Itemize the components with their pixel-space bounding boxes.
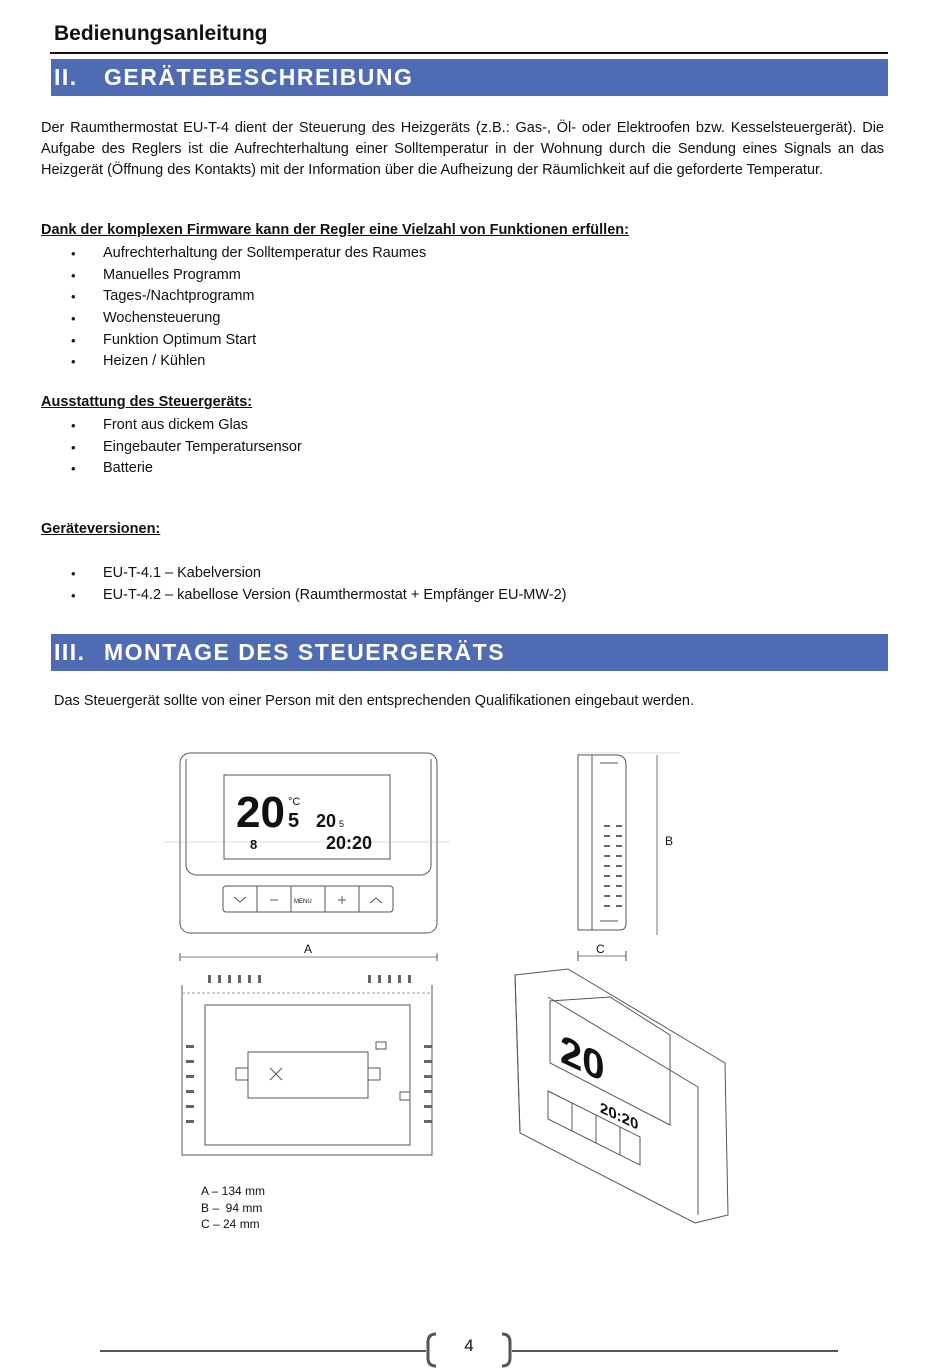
back-view-drawing (182, 985, 432, 1155)
versions-heading: Geräteversionen: (41, 521, 161, 537)
list-item: • Wochensteuerung (66, 308, 426, 330)
menu-button-label: MENU (294, 899, 312, 905)
list-item: • Heizen / Kühlen (66, 351, 426, 373)
dimension-b: B – 94 mm (201, 1200, 263, 1215)
display-unit: °C (288, 796, 301, 808)
section-heading-device-description (51, 59, 888, 96)
header-title: Bedienungsanleitung (54, 22, 268, 45)
list-item: • Tages-/Nachtprogramm (66, 286, 426, 308)
list-item: • Aufrechterhaltung der Solltemperatur des Raumes (66, 243, 426, 265)
functions-list (66, 243, 426, 373)
dimension-c: C – 24 mm (201, 1217, 260, 1231)
list-item: • Manuelles Programm (66, 265, 426, 287)
equipment-heading: Ausstattung des Steuergeräts: (41, 394, 253, 410)
display-set-temperature: 20 (316, 811, 337, 831)
perspective-view-drawing (515, 969, 728, 1223)
perspective-display-temperature: 20 (560, 1025, 605, 1091)
dimension-label-c: C (596, 942, 605, 956)
section-title: MONTAGE DES STEUERGERÄTS (104, 639, 506, 665)
display-temperature: 20 (236, 788, 285, 837)
display-set-temperature-decimal: 5 (339, 819, 345, 829)
display-temperature-decimal: 5 (288, 810, 300, 832)
dimension-label-b: B (665, 834, 674, 848)
footer-rule-right (512, 1350, 838, 1352)
section-heading-installation (51, 634, 888, 671)
display-mode-digit: 8 (250, 837, 258, 852)
ventilation-slots (186, 825, 622, 1123)
list-item: • EU-T-4.1 – Kabelversion (66, 563, 567, 585)
list-item: • Funktion Optimum Start (66, 330, 426, 352)
list-item: • Batterie (66, 458, 302, 480)
section-title: GERÄTEBESCHREIBUNG (104, 64, 414, 90)
installation-note: Das Steuergerät sollte von einer Person mit den entsprechenden Qualifikationen eingebaut werden. (54, 693, 695, 709)
dimensions-list (201, 1183, 265, 1233)
list-item: • Eingebauter Temperatursensor (66, 437, 302, 459)
perspective-display-time: 20:20 (600, 1099, 639, 1134)
list-item: • EU-T-4.2 – kabellose Version (Raumthermostat + Empfänger EU-MW-2) (66, 585, 567, 607)
page-number: 4 (464, 1336, 474, 1355)
dimension-label-a: A (304, 942, 313, 956)
thermostat-technical-drawing (160, 745, 760, 1235)
list-item: • Front aus dickem Glas (66, 415, 302, 437)
section-number: II. (54, 64, 78, 90)
versions-list (66, 563, 567, 606)
section-number: III. (54, 639, 86, 665)
intro-paragraph: Der Raumthermostat EU-T-4 dient der Steuerung des Heizgeräts (z.B.: Gas-, Öl- oder Elektroofen bzw. Kesselsteuergerät). Die Aufgabe des Reglers ist die Aufrechterhaltung einer Solltemperatur in der Wohnung durch die Sendung eines Signals an das Heizgerät (Öffnung des Kontakts) mit der Information über die Aufheizung der Räumlichkeit auf die geforderte Temperatur. (41, 120, 884, 178)
functions-heading: Dank der komplexen Firmware kann der Regler eine Vielzahl von Funktionen erfüllen: (41, 222, 629, 238)
dimension-a: A – 134 mm (201, 1184, 266, 1198)
footer-rule-left (100, 1350, 426, 1352)
side-view-drawing (578, 753, 680, 961)
front-view-drawing (163, 753, 450, 961)
header-divider (50, 52, 888, 54)
equipment-list (66, 415, 302, 480)
display-time: 20:20 (326, 833, 373, 853)
